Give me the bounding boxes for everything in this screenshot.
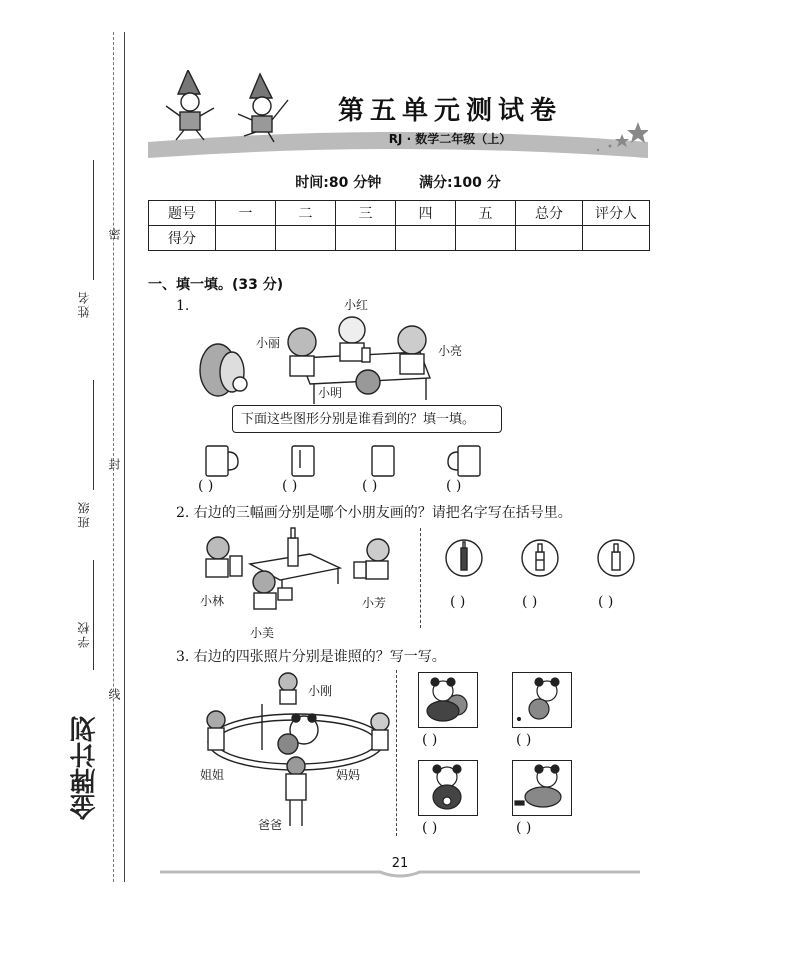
label-xiaoli: 小丽 bbox=[256, 336, 281, 350]
name-write-line bbox=[93, 160, 94, 280]
answer-blank[interactable]: ( ) bbox=[522, 594, 538, 610]
cup-on-table bbox=[362, 348, 370, 362]
score-row-label: 得分 bbox=[149, 226, 216, 251]
score-cell[interactable] bbox=[516, 226, 583, 251]
score-table-score-row bbox=[149, 226, 650, 251]
label-jiejie: 姐姐 bbox=[200, 768, 225, 782]
label-xiaoming: 小明 bbox=[318, 386, 343, 400]
header-cell: 三 bbox=[336, 201, 396, 226]
page-title: 第五单元测试卷 bbox=[337, 96, 562, 126]
bottle-on-table bbox=[288, 528, 298, 566]
time-limit: 时间:80 分钟 bbox=[295, 175, 382, 191]
label-xiaohong: 小红 bbox=[344, 298, 369, 312]
bottle-drawing-2 bbox=[522, 540, 558, 576]
section-title: 一、填一填。(33 分) bbox=[148, 277, 284, 293]
person-jiejie bbox=[207, 711, 225, 750]
child-xiaohong bbox=[339, 317, 365, 361]
answer-blank[interactable]: ( ) bbox=[422, 820, 438, 836]
cup-view-2 bbox=[292, 446, 314, 476]
score-cell[interactable] bbox=[456, 226, 516, 251]
cup-views bbox=[196, 444, 496, 480]
score-cell[interactable] bbox=[583, 226, 650, 251]
label-baba: 爸爸 bbox=[258, 818, 283, 832]
header-cell: 一 bbox=[216, 201, 276, 226]
binding-dashed-line bbox=[113, 32, 114, 882]
person-mama bbox=[371, 713, 389, 750]
child-xiaoli bbox=[288, 328, 316, 376]
label-xiaogang: 小刚 bbox=[308, 684, 333, 698]
person-xiaogang bbox=[279, 673, 297, 704]
score-cell[interactable] bbox=[216, 226, 276, 251]
seal-mark-mi: 密 bbox=[107, 228, 121, 242]
brand-logo: 金牌计划 bbox=[70, 716, 100, 820]
score-cell[interactable] bbox=[336, 226, 396, 251]
answer-blank[interactable]: ( ) bbox=[282, 478, 298, 494]
speech-bubble: 下面这些图形分别是谁看到的？填一填。 bbox=[232, 405, 502, 433]
exam-info bbox=[150, 172, 646, 192]
answer-blank[interactable]: ( ) bbox=[362, 478, 378, 494]
full-score: 满分:100 分 bbox=[419, 175, 501, 191]
header-cell: 总分 bbox=[516, 201, 583, 226]
cup-view-3 bbox=[372, 446, 394, 476]
photo-2 bbox=[512, 672, 572, 728]
bottle-drawing-1 bbox=[446, 540, 482, 576]
label-xiaoliang: 小亮 bbox=[438, 344, 463, 358]
answer-blank[interactable]: ( ) bbox=[446, 478, 462, 494]
header-cell: 题号 bbox=[149, 201, 216, 226]
q2-text: 2. 右边的三幅画分别是哪个小朋友画的？请把名字写在括号里。 bbox=[176, 505, 572, 521]
header-cell: 五 bbox=[456, 201, 516, 226]
label-xiaomei: 小美 bbox=[250, 626, 275, 640]
cup-view-1 bbox=[206, 446, 238, 476]
q3-text: 3. 右边的四张照片分别是谁照的？写一写。 bbox=[176, 649, 446, 665]
answer-blank[interactable]: ( ) bbox=[422, 732, 438, 748]
elf-right-illustration bbox=[238, 74, 288, 142]
header-cell: 四 bbox=[396, 201, 456, 226]
cup-view-4 bbox=[448, 446, 480, 476]
class-label: 班级 bbox=[77, 500, 91, 528]
score-cell[interactable] bbox=[276, 226, 336, 251]
score-table-header-row bbox=[149, 201, 650, 226]
name-label: 姓名 bbox=[77, 290, 91, 318]
photo-3 bbox=[418, 760, 478, 816]
child-xiaolin bbox=[206, 537, 242, 577]
class-write-line bbox=[93, 380, 94, 490]
label-xiaofang: 小芳 bbox=[362, 596, 387, 610]
butterfly-illustration bbox=[200, 344, 247, 396]
header-cell: 二 bbox=[276, 201, 336, 226]
school-label: 学校 bbox=[77, 620, 91, 648]
page-subtitle: RJ · 数学二年级（上） bbox=[388, 132, 512, 146]
bottle-drawings bbox=[444, 538, 644, 580]
margin-solid-line bbox=[124, 32, 125, 882]
page-number: 21 bbox=[391, 856, 409, 871]
q2-divider bbox=[420, 528, 421, 628]
q3-scene-illustration bbox=[196, 670, 396, 830]
photo-4 bbox=[512, 760, 572, 816]
score-table bbox=[148, 200, 650, 251]
elf-left-illustration bbox=[166, 70, 214, 140]
child-xiaoliang bbox=[398, 326, 426, 374]
seal-mark-xian: 线 bbox=[107, 688, 121, 702]
q1-number: 1. bbox=[176, 298, 190, 314]
answer-blank[interactable]: ( ) bbox=[516, 732, 532, 748]
label-xiaolin: 小林 bbox=[200, 594, 225, 608]
person-baba bbox=[286, 757, 306, 826]
bottle-drawing-3 bbox=[598, 540, 634, 576]
q2-scene-illustration bbox=[190, 526, 410, 626]
answer-blank[interactable]: ( ) bbox=[198, 478, 214, 494]
score-cell[interactable] bbox=[396, 226, 456, 251]
label-mama: 妈妈 bbox=[336, 768, 361, 782]
child-xiaoming bbox=[356, 370, 380, 394]
answer-blank[interactable]: ( ) bbox=[450, 594, 466, 610]
q3-divider bbox=[396, 670, 397, 836]
seal-mark-feng: 封 bbox=[107, 458, 121, 472]
photo-1 bbox=[418, 672, 478, 728]
header-cell: 评分人 bbox=[583, 201, 650, 226]
child-xiaofang bbox=[354, 539, 389, 579]
answer-blank[interactable]: ( ) bbox=[516, 820, 532, 836]
answer-blank[interactable]: ( ) bbox=[598, 594, 614, 610]
school-write-line bbox=[93, 560, 94, 670]
